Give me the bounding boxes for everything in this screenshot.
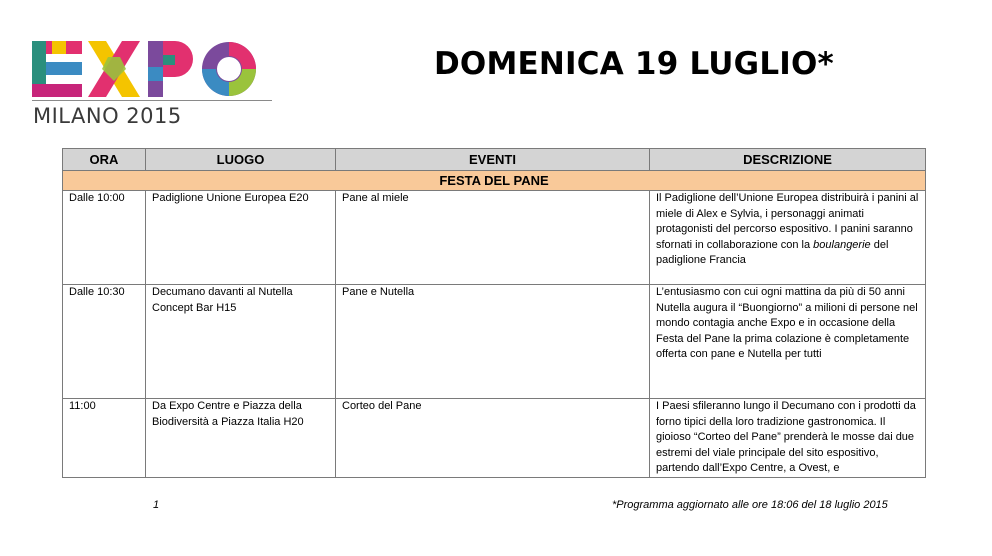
header-ora: ORA — [63, 149, 146, 171]
cell-evento: Pane e Nutella — [336, 285, 650, 399]
cell-luogo: Padiglione Unione Europea E20 — [146, 191, 336, 285]
cell-evento: Corteo del Pane — [336, 399, 650, 478]
cell-descrizione: I Paesi sfileranno lungo il Decumano con i prodotti da forno tipici della loro tradizione gastronomica. Il gioioso “Corteo del Pane” prenderà le mosse dai due estremi del viale principale del sito espositivo, partendo dall’Expo Centre, a Ovest, e — [650, 399, 926, 478]
page-title: DOMENICA 19 LUGLIO* — [434, 46, 834, 82]
descrizione-text-end: del padiglione Francia — [656, 238, 889, 266]
descrizione-text: Il Padiglione dell’Unione Europea distribuirà i panini al miele di Alex e Sylvia, i personaggi animati protagonisti del percorso espositivo. I panini saranno sfornati in collaborazione con la — [656, 192, 919, 251]
logo-subtitle: MILANO 2015 — [33, 104, 182, 128]
table-row — [63, 191, 926, 285]
page-number: 1 — [153, 499, 160, 511]
header-eventi: EVENTI — [336, 149, 650, 171]
cell-luogo: Da Expo Centre e Piazza della Biodiversità a Piazza Italia H20 — [146, 399, 336, 478]
cell-ora: 11:00 — [63, 399, 146, 478]
footnote: *Programma aggiornato alle ore 18:06 del 18 luglio 2015 — [612, 499, 888, 511]
cell-descrizione: L’entusiasmo con cui ogni mattina da più di 50 anni Nutella augura il “Buongiorno” a milioni di persone nel mondo contagia anche Expo e in occasione della Festa del Pane la prima colazione è completamente offerta con pane e Nutella per tutti — [650, 285, 926, 399]
section-row — [63, 171, 926, 191]
cell-ora: Dalle 10:30 — [63, 285, 146, 399]
cell-ora: Dalle 10:00 — [63, 191, 146, 285]
schedule-table — [62, 148, 926, 478]
table-header-row — [63, 149, 926, 171]
cell-descrizione — [650, 191, 926, 285]
cell-evento: Pane al miele — [336, 191, 650, 285]
cell-luogo: Decumano davanti al Nutella Concept Bar H15 — [146, 285, 336, 399]
header-descrizione: DESCRIZIONE — [650, 149, 926, 171]
header-luogo: LUOGO — [146, 149, 336, 171]
logo-divider — [32, 100, 272, 101]
table-row — [63, 399, 926, 478]
section-title: FESTA DEL PANE — [63, 171, 926, 191]
descrizione-emphasis: boulangerie — [813, 238, 871, 251]
table-row — [63, 285, 926, 399]
